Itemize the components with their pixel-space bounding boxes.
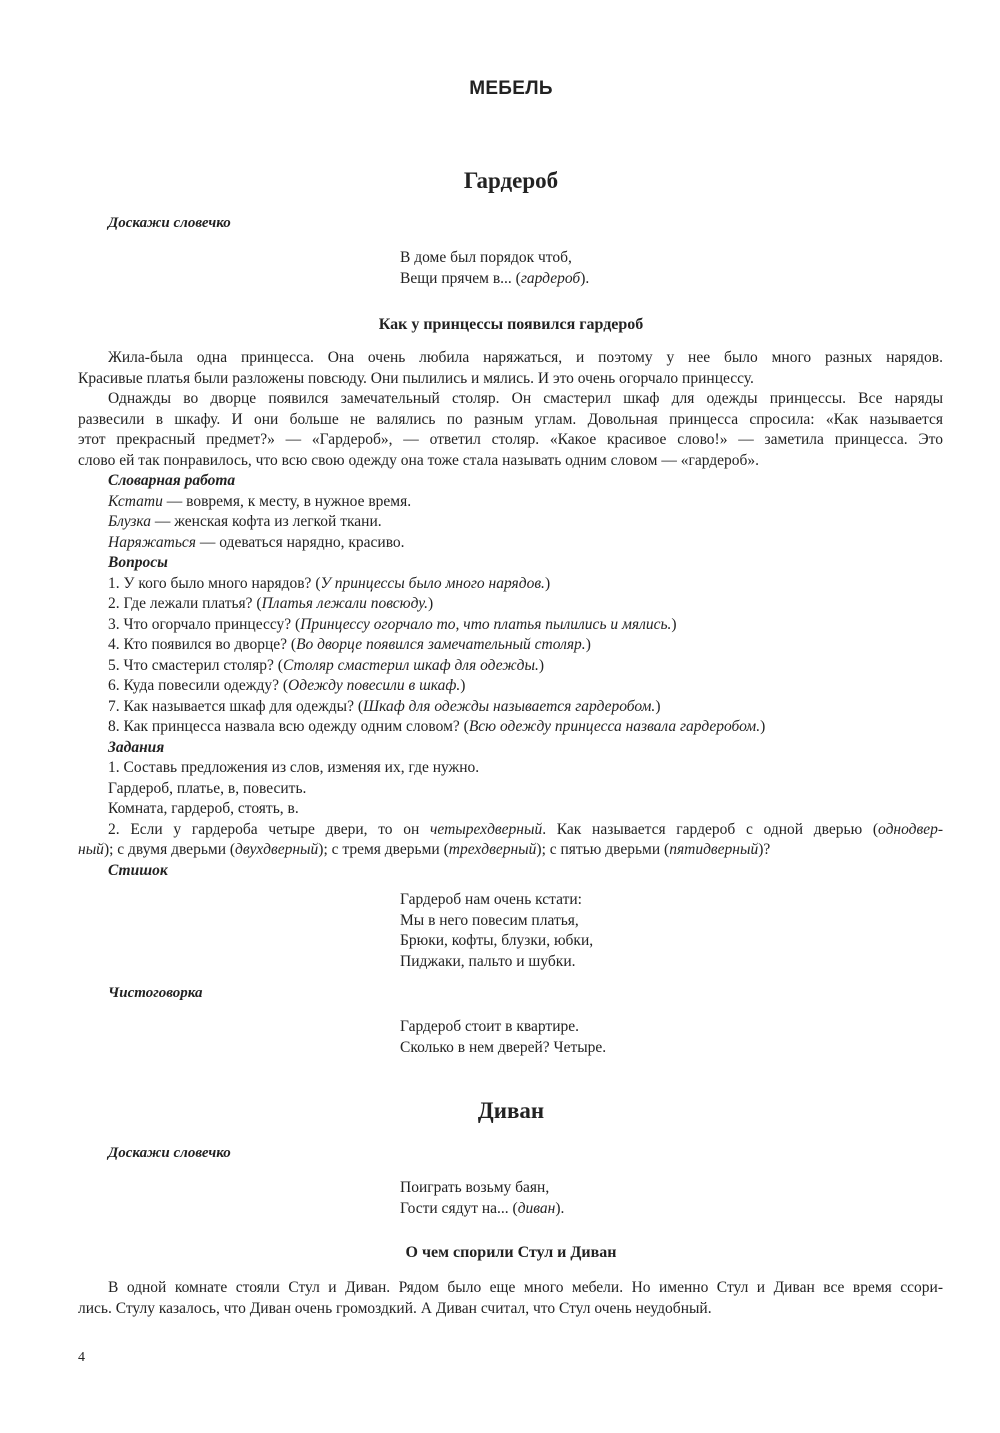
riddle-answer: диван [517, 1199, 556, 1217]
task-item: 2. Если у гардероба четыре двери, то он четырехдверный. Как называется гардероб с одной дверью (однодвер- [108, 820, 944, 838]
riddle-verse [400, 1178, 564, 1219]
paragraph: Однажды во дворце появился замечательный столяр. Он смастерил шкаф для одежды принцессы. Все наряды [108, 390, 943, 407]
riddle-label: Доскажи словечко [108, 215, 231, 231]
poem-line: Мы в него повесим платья, [400, 911, 579, 929]
question-item: 3. Что огорчало принцессу? (Принцессу огорчало то, что платья пылились и мялись.) [108, 615, 677, 633]
task-item: 1. Составь предложения из слов, изменяя их, где нужно. [108, 759, 480, 776]
poem-verse [400, 890, 593, 972]
question-item: 1. У кого было много нарядов? (У принцессы было много нарядов.) [108, 574, 551, 592]
tasks-label: Задания [108, 738, 165, 756]
paragraph: Красивые платья были разложены повсюду. Они пылились и мялись. И это очень огорчало принцессу. [78, 369, 754, 387]
vocab-item: Кстати — вовремя, к месту, в нужное время. [108, 492, 412, 510]
riddle-answer: гардероб [520, 269, 581, 287]
paragraph: развесили в шкафу. И они больше не валялись по разным углам. Довольная принцесса спросила: «Как называется [78, 410, 943, 428]
tongue-line: Гардероб стоит в квартире. [400, 1018, 580, 1035]
paragraph: этот прекрасный предмет?» — «Гардероб», — ответил столяр. «Какое красивое слово!» — заметила принцесса. Это [78, 431, 943, 448]
riddle-line: Поиграть возьму баян, [400, 1179, 550, 1196]
paragraph: Жила-была одна принцесса. Она очень любила наряжаться, и поэтому у нее было много разных нарядов. [108, 349, 943, 366]
wardrobe-body [78, 348, 943, 881]
chapter-title: МЕБЕЛЬ [469, 78, 553, 99]
paragraph: В одной комнате стояли Стул и Диван. Рядом было еще много мебели. Но именно Стул и Диван все время ссори- [108, 1279, 943, 1296]
question-item: 6. Куда повесили одежду? (Одежду повесили в шкаф.) [108, 677, 466, 694]
question-item: 5. Что смастерил столяр? (Столяр смастерил шкаф для одежды.) [108, 656, 545, 674]
question-item: 4. Кто появился во дворце? (Во дворце появился замечательный столяр.) [108, 636, 591, 653]
question-item: 7. Как называется шкаф для одежды? (Шкаф для одежды называется гардеробом.) [108, 697, 661, 715]
questions-label: Вопросы [108, 554, 168, 571]
riddle-line: Вещи прячем в... (гардероб). [400, 269, 590, 287]
question-item: 2. Где лежали платья? (Платья лежали повсюду.) [108, 595, 434, 612]
section-title-sofa: Диван [477, 1098, 545, 1123]
story-title: О чем спорили Стул и Диван [405, 1244, 617, 1261]
story-title: Как у принцессы появился гардероб [378, 316, 644, 333]
question-item: 8. Как принцесса назвала всю одежду одним словом? (Всю одежду принцесса назвала гардеробом.) [108, 718, 766, 735]
riddle-line: Гости сядут на... (диван). [400, 1199, 565, 1217]
section-title-wardrobe: Гардероб [463, 168, 559, 193]
riddle-label: Доскажи словечко [108, 1145, 231, 1161]
riddle-line: В доме был порядок чтоб, [400, 249, 572, 266]
vocab-item: Блузка — женская кофта из легкой ткани. [108, 513, 382, 530]
sofa-body [78, 1278, 943, 1319]
vocab-item: Наряжаться — одеваться нарядно, красиво. [108, 533, 405, 551]
paragraph: слово ей так понравилось, что всю свою одежду она тоже стала называть одним словом — «гардероб». [78, 451, 760, 469]
tongue-twister-label: Чистоговорка [108, 985, 203, 1001]
poem-line: Брюки, кофты, блузки, юбки, [400, 932, 594, 949]
vocab-label: Словарная работа [108, 472, 236, 489]
tongue-line: Сколько в нем дверей? Четыре. [400, 1038, 607, 1056]
task-item: Гардероб, платье, в, повесить. [108, 779, 307, 797]
poem-line: Пиджаки, пальто и шубки. [400, 952, 576, 970]
paragraph: лись. Стулу казалось, что Диван очень громоздкий. А Диван считал, что Стул очень неудобный. [78, 1299, 712, 1317]
page-number: 4 [78, 1350, 85, 1365]
task-item: Комната, гардероб, стоять, в. [108, 800, 299, 817]
poem-label: Стишок [108, 861, 168, 879]
task-item: ный); с двумя дверьми (двухдверный); с тремя дверьми (трехдверный); с пятью дверьми (пятидверный)? [78, 841, 771, 858]
poem-line: Гардероб нам очень кстати: [400, 891, 582, 908]
tongue-twister-verse [400, 1017, 606, 1058]
riddle-verse [400, 248, 589, 289]
